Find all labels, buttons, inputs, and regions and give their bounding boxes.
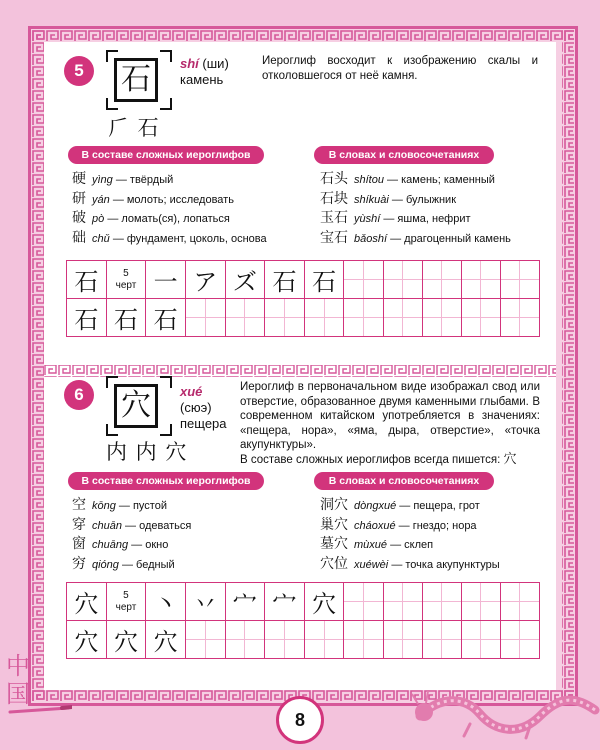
list-item: 窗 chuāng — окно	[72, 536, 169, 552]
box-corner	[160, 424, 172, 436]
compound-label: В составе сложных иероглифов	[68, 472, 264, 490]
list-item: 石头 shítou — камень; каменный	[320, 171, 495, 187]
compound-label: В составе сложных иероглифов	[68, 146, 264, 164]
main-character: 穴	[121, 388, 151, 423]
words-list	[320, 170, 511, 248]
stroke-step: 石	[304, 261, 344, 299]
empty-cell[interactable]	[422, 621, 461, 659]
stroke-step: 一	[146, 261, 186, 299]
list-item: 础 chǔ — фундамент, цоколь, основа	[72, 229, 267, 246]
character-description: Иероглиф восходит к изображению скалы и отколовшегося от неё камня.	[262, 55, 538, 82]
page-number: 8	[276, 696, 324, 744]
section-number: 6	[64, 380, 94, 410]
list-item: 研 yán — молоть; исследовать	[72, 190, 234, 207]
practice-character: 石	[67, 299, 107, 337]
stroke-count: 5 черт	[106, 583, 146, 621]
empty-cell[interactable]	[265, 299, 305, 337]
list-item: 穿 chuān — одеваться	[72, 516, 192, 533]
character-box	[114, 384, 158, 428]
compound-list	[72, 496, 191, 574]
words-label: В словах и словосочетаниях	[314, 146, 494, 164]
pronunciation	[180, 384, 227, 432]
box-corner	[160, 98, 172, 110]
list-item: 石块 shíkuài — булыжник	[320, 190, 457, 207]
character-box	[114, 58, 158, 102]
list-item: 洞穴 dòngxué — пещера, грот	[320, 497, 480, 513]
empty-cell[interactable]	[265, 621, 305, 659]
empty-cell[interactable]	[461, 299, 500, 337]
empty-cell[interactable]	[383, 583, 422, 621]
compound-list	[72, 170, 267, 248]
box-corner	[160, 50, 172, 62]
words-list	[320, 496, 500, 574]
practice-grid	[66, 260, 540, 337]
practice-character: 石	[146, 299, 186, 337]
stroke-step: 石	[265, 261, 305, 299]
box-corner	[106, 376, 118, 388]
empty-cell[interactable]	[383, 261, 422, 299]
empty-cell[interactable]	[344, 621, 383, 659]
empty-cell[interactable]	[461, 261, 500, 299]
stroke-step: 宀	[225, 583, 265, 621]
empty-cell[interactable]	[344, 583, 383, 621]
box-corner	[106, 98, 118, 110]
pronunciation	[180, 56, 229, 88]
section-number: 5	[64, 56, 94, 86]
empty-cell[interactable]	[185, 621, 225, 659]
pinyin: shí	[180, 56, 199, 71]
ancient-forms: 内 内 穴	[106, 440, 188, 464]
character-description: Иероглиф в первоначальном виде изображал свод или отверстие, образованное двумя каменными глыбами. В современном китайском употребляется в значениях: «пещера, нора», «яма, дыра, отверстие», «точка акупунктуры». В составе сложных иероглифов всегда пишется: 穴	[240, 381, 540, 467]
practice-character: 穴	[106, 621, 146, 659]
box-corner	[106, 50, 118, 62]
practice-character: 石	[106, 299, 146, 337]
empty-cell[interactable]	[422, 583, 461, 621]
empty-cell[interactable]	[422, 261, 461, 299]
empty-cell[interactable]	[461, 621, 500, 659]
empty-cell[interactable]	[500, 299, 539, 337]
empty-cell[interactable]	[304, 299, 344, 337]
words-label: В словах и словосочетаниях	[314, 472, 494, 490]
box-corner	[160, 376, 172, 388]
transcription: (ши)	[202, 56, 229, 71]
empty-cell[interactable]	[185, 299, 225, 337]
practice-character: 穴	[67, 621, 107, 659]
stroke-step: 宀	[265, 583, 305, 621]
empty-cell[interactable]	[422, 299, 461, 337]
dragon-icon	[410, 676, 600, 750]
empty-cell[interactable]	[500, 621, 539, 659]
empty-cell[interactable]	[500, 583, 539, 621]
empty-cell[interactable]	[383, 621, 422, 659]
transcription: (сюэ)	[180, 400, 212, 415]
box-corner	[106, 424, 118, 436]
stroke-step: 丶	[146, 583, 186, 621]
empty-cell[interactable]	[500, 261, 539, 299]
list-item: 穴位 xuéwèi — точка акупунктуры	[320, 555, 500, 572]
list-item: 破 pò — ломать(ся), лопаться	[72, 210, 230, 226]
stroke-step: 丷	[185, 583, 225, 621]
meaning: пещера	[180, 416, 227, 431]
main-character: 石	[121, 62, 151, 97]
grid-cell-character: 穴	[67, 583, 107, 621]
practice-grid	[66, 582, 540, 659]
list-item: 墓穴 mùxué — склеп	[320, 536, 434, 552]
empty-cell[interactable]	[304, 621, 344, 659]
list-item: 巢穴 cháoxué — гнездо; нора	[320, 516, 477, 533]
page-content	[44, 42, 556, 690]
practice-character: 穴	[146, 621, 186, 659]
meaning: камень	[180, 72, 224, 87]
empty-cell[interactable]	[344, 261, 383, 299]
stroke-step: ズ	[225, 261, 265, 299]
section-divider	[44, 364, 556, 378]
list-item: 宝石 bǎoshí — драгоценный камень	[320, 229, 511, 246]
stroke-step: ア	[185, 261, 225, 299]
side-characters: 中国	[6, 652, 30, 708]
stroke-step: 穴	[304, 583, 344, 621]
empty-cell[interactable]	[383, 299, 422, 337]
empty-cell[interactable]	[344, 299, 383, 337]
empty-cell[interactable]	[225, 299, 265, 337]
list-item: 硬 yìng — твёрдый	[72, 171, 174, 187]
grid-cell-character: 石	[67, 261, 107, 299]
stroke-count: 5 черт	[106, 261, 146, 299]
pinyin: xué	[180, 384, 203, 399]
empty-cell[interactable]	[461, 583, 500, 621]
ancient-forms: 𠂆 石	[108, 116, 160, 140]
empty-cell[interactable]	[225, 621, 265, 659]
list-item: 玉石 yùshí — яшма, нефрит	[320, 210, 471, 226]
list-item: 空 kōng — пустой	[72, 497, 167, 513]
list-item: 穷 qióng — бедный	[72, 555, 175, 572]
